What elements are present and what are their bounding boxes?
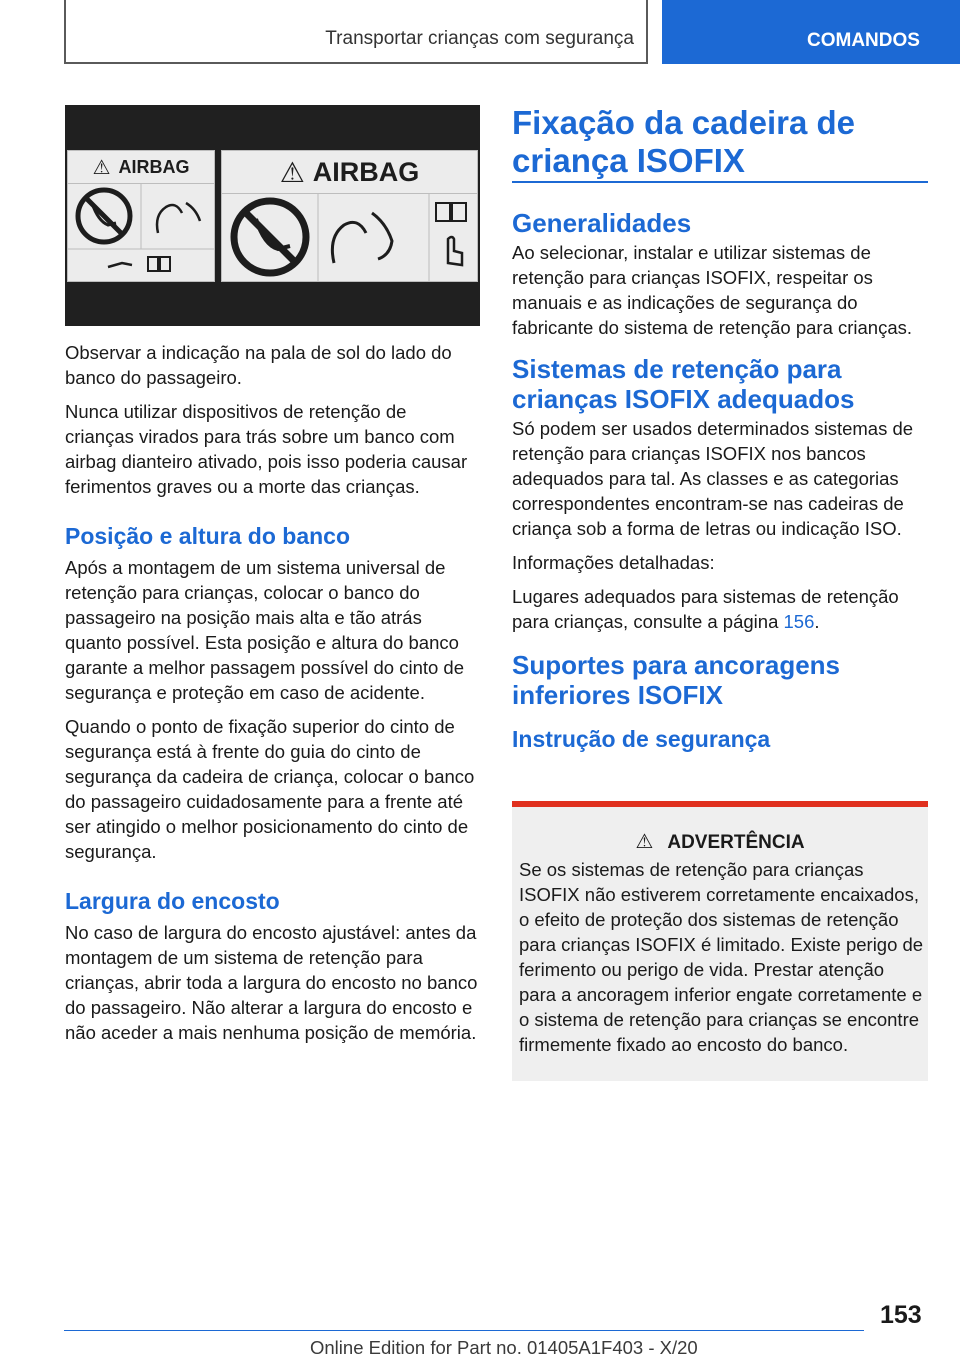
warning-bar <box>512 801 928 807</box>
title-underline <box>512 181 928 183</box>
heading-safety-instruction: Instrução de segurança <box>512 726 771 752</box>
no-rear-facing-seat-large-icon <box>222 193 477 281</box>
warning-box <box>512 801 928 1081</box>
airbag-label-figure <box>65 105 480 326</box>
warning-triangle-icon: ⚠ <box>635 831 654 853</box>
page-number: 153 <box>880 1301 922 1329</box>
paragraph-seat-position: Após a montagem de um sistema universal de retenção para crianças, colocar o banco do passageiro na posição mais alta e tão atrás quanto possível. Esta posição e altura do banco garante a melhor passagem possível do cinto de segurança e proteção em caso de acidente. <box>65 557 465 703</box>
airbag-label-text-large: AIRBAG <box>312 156 420 187</box>
page-reference-text: Lugares adequados para sistemas de retenção para crianças, consulte a página <box>512 586 899 632</box>
paragraph-sun-visor: Observar a indicação na pala de sol do lado do banco do passageiro. <box>65 342 452 388</box>
left-column <box>65 340 480 1045</box>
warning-triangle-icon: ⚠ <box>92 156 111 179</box>
paragraph-generalidades: Ao selecionar, instalar e utilizar sistemas de retenção para crianças ISOFIX, respeitar os manuais e as indicações de segurança do fabricante do sistema de retenção para crianças. <box>512 242 913 338</box>
heading-isofix-systems: Sistemas de retenção para crianças ISOFIX adequados <box>512 354 855 414</box>
warning-text: Se os sistemas de retenção para crianças ISOFIX não estiverem corretamente encaixados, o efeito de proteção dos sistemas de retenção para crianças ISOFIX é limitado. Existe perigo de ferimento ou perigo de vida. Prestar atenção para a ancoragem inferior engate corretamente e o sistema de retenção para crianças se encontre firmemente fixado ao encosto do banco. <box>519 859 924 1055</box>
right-column <box>512 104 927 754</box>
paragraph-page-reference <box>512 584 927 634</box>
page-reference-end: . <box>814 611 820 632</box>
footer-rule <box>64 1330 864 1331</box>
heading-generalidades: Generalidades <box>512 208 692 238</box>
airbag-label-text-small: AIRBAG <box>118 156 190 177</box>
airbag-label-small <box>67 150 215 282</box>
edition-note: Online Edition for Part no. 01405A1F403 - X/20 <box>310 1337 698 1358</box>
chapter-tab-label: COMANDOS <box>807 30 920 51</box>
header-section-box <box>64 0 648 64</box>
paragraph-detailed-info: Informações detalhadas: <box>512 552 715 573</box>
section-title: Transportar crianças com segurança <box>325 28 634 49</box>
paragraph-isofix-systems: Só podem ser usados determinados sistemas de retenção para crianças ISOFIX nos bancos adequados para tal. As classes e as categorias correspondentes encontram-se nas cadeiras de criança sob a forma de letras ou indicação ISO. <box>512 418 914 539</box>
warning-header <box>512 829 928 854</box>
paragraph-backrest-width: No caso de largura do encosto ajustável: antes da montagem de um sistema de retenção para crianças, abrir toda a largura do encosto no banco do passageiro. Não alterar a largura do encosto e não aceder a mais nenhuma posição de memória. <box>65 922 478 1043</box>
warning-title: ADVERTÊNCIA <box>667 832 805 853</box>
no-rear-facing-seat-icon <box>68 183 214 281</box>
airbag-label-large <box>221 150 478 282</box>
section-heading-isofix: Fixação da cadeira de criança ISOFIX <box>512 104 856 179</box>
chapter-tab[interactable] <box>662 0 960 64</box>
heading-lower-anchorages: Suportes para ancoragens inferiores ISOFIX <box>512 650 840 710</box>
warning-triangle-icon: ⚠ <box>279 156 305 188</box>
page-link-156[interactable]: 156 <box>783 611 815 632</box>
heading-seat-position: Posição e altura do banco <box>65 523 351 549</box>
paragraph-rear-facing-warning: Nunca utilizar dispositivos de retenção de crianças virados para trás sobre um banco com airbag dianteiro ativado, pois isso poderia causar ferimentos graves ou a morte das crianças. <box>65 401 468 497</box>
paragraph-belt-guide: Quando o ponto de fixação superior do cinto de segurança está à frente do guia do cinto de segurança da cadeira de criança, colocar o banco do passageiro cuidadosamente para a frente até ser atingido o melhor posicionamento do cinto de segurança. <box>65 716 475 862</box>
heading-backrest-width: Largura do encosto <box>65 888 280 914</box>
